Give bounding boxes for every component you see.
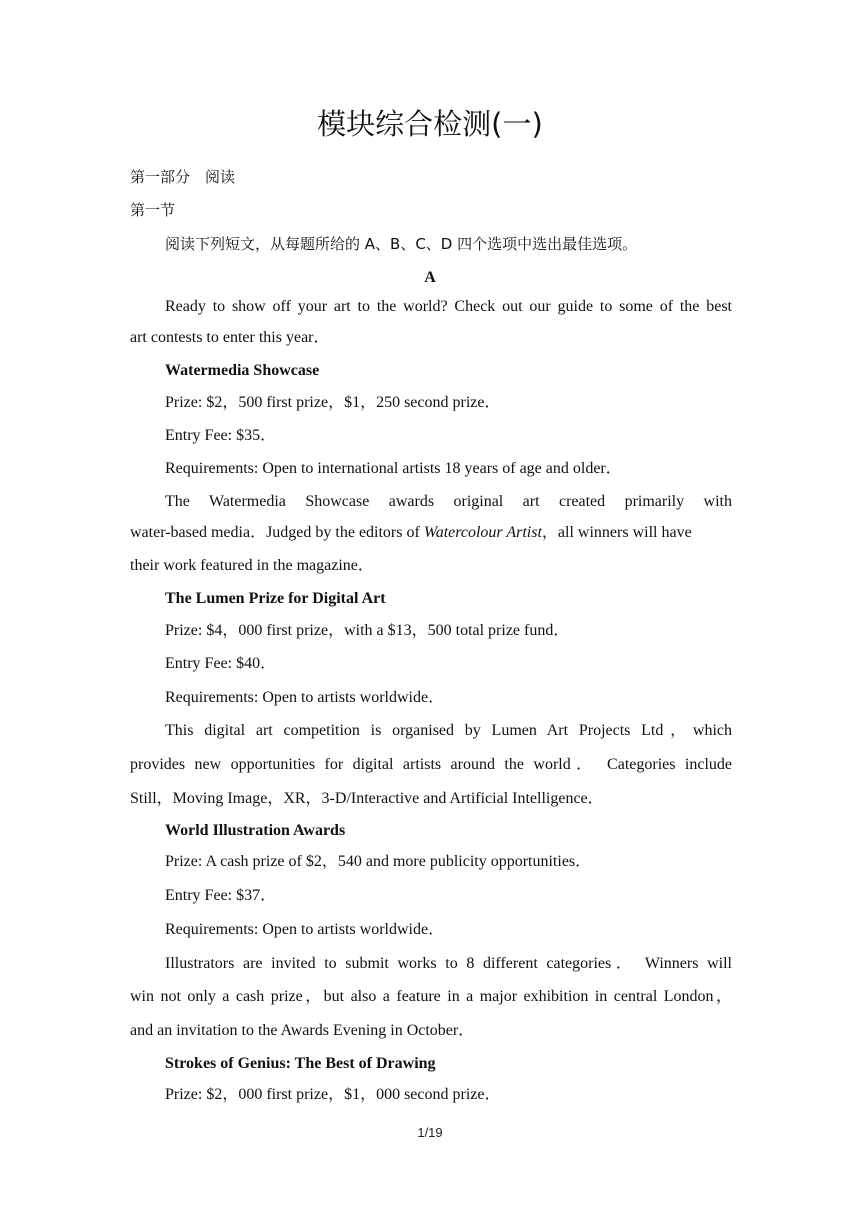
instruction-text: 阅读下列短文，从每题所给的 A、B、C、D 四个选项中选出最佳选项。 [165,235,638,253]
passage-label: A [424,269,436,286]
contest-3-prize: Prize: A cash prize of $2，540 and more publicity opportunities． [165,853,592,870]
page-number: 1/19 [417,1125,443,1140]
contest-1-name: Watermedia Showcase [165,362,320,379]
contest-2-prize: Prize: $4，000 first prize，with a $13，500 total prize fund． [165,622,570,639]
contest-1-requirements: Requirements: Open to international artists 18 years of age and older． [165,460,622,477]
desc-text: ，all winners will have [541,524,692,541]
contest-3-desc-line-1: Illustrators are invited to submit works to 8 different categories． Winners will [165,955,732,972]
contest-2-desc-line-3: Still，Moving Image，XR，3-D/Interactive and Artificial Intelligence． [130,790,604,807]
section-heading: 第一节 [130,201,176,219]
contest-1-prize: Prize: $2，500 first prize，$1，250 second prize． [165,394,501,411]
contest-1-desc-line-2 [130,522,732,544]
page-title: 模块综合检测(一) [317,107,543,141]
contest-3-fee: Entry Fee: $37． [165,887,277,904]
desc-text: water-based media．Judged by the editors of [130,524,424,541]
intro-line-1: Ready to show off your art to the world? Check out our guide to some of the best [165,298,732,315]
contest-4-prize: Prize: $2，000 first prize，$1，000 second prize． [165,1086,501,1103]
contest-2-desc-line-1: This digital art competition is organised by Lumen Art Projects Ltd，which [165,722,732,739]
contest-2-requirements: Requirements: Open to artists worldwide． [165,689,445,706]
contest-4-name: Strokes of Genius: The Best of Drawing [165,1055,436,1072]
contest-3-requirements: Requirements: Open to artists worldwide． [165,921,445,938]
magazine-title: Watercolour Artist [423,524,542,541]
contest-3-name: World Illustration Awards [165,822,346,839]
contest-1-desc-line-1: The Watermedia Showcase awards original art created primarily with [165,493,732,510]
contest-2-desc-line-2: provides new opportunities for digital artists around the world． Categories include [130,756,732,773]
contest-2-fee: Entry Fee: $40． [165,655,277,672]
contest-1-desc-line-3: their work featured in the magazine． [130,557,374,574]
contest-2-name: The Lumen Prize for Digital Art [165,590,386,607]
part-heading: 第一部分 阅读 [130,168,236,186]
contest-1-fee: Entry Fee: $35． [165,427,277,444]
contest-3-desc-line-2: win not only a cash prize，but also a feature in a major exhibition in central London， [130,988,732,1005]
intro-line-2: art contests to enter this year． [130,329,330,346]
contest-3-desc-line-3: and an invitation to the Awards Evening in October． [130,1022,475,1039]
